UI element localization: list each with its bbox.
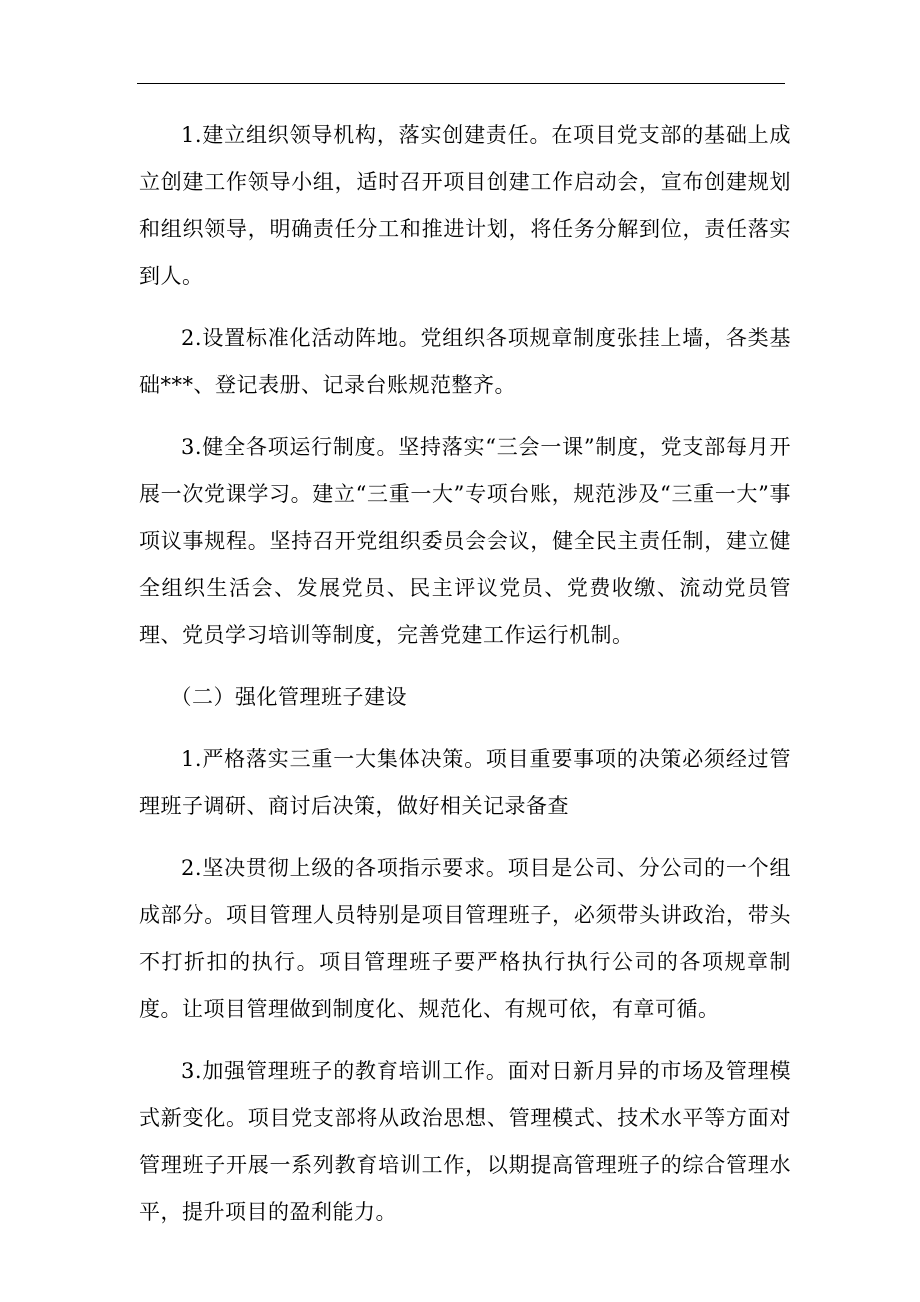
paragraph-training: 3.加强管理班子的教育培训工作。面对日新月异的市场及管理模式新变化。项目党支部将从政治思想、管理模式、技术水平等方面对管理班子开展一系列教育培训工作，以期提高管理班子的综合管理水平，提升项目的盈利能力。 (139, 1059, 791, 1224)
paragraph-implement-instructions: 2.坚决贯彻上级的各项指示要求。项目是公司、分公司的一个组成部分。项目管理人员特别是项目管理班子，必须带头讲政治，带头不打折扣的执行。项目管理班子要严格执行执行公司的各项规章制度。让项目管理做到制度化、规范化、有规可依，有章可循。 (139, 856, 791, 1021)
section-heading-management-team: （二）强化管理班子建设 (170, 685, 407, 709)
paragraph-establish-leadership: 1.建立组织领导机构，落实创建责任。在项目党支部的基础上成立创建工作领导小组，适时召开项目创建工作启动会，宣布创建规划和组织领导，明确责任分工和推进计划，将任务分解到位，责任落实到人。 (139, 123, 791, 288)
paragraph-activity-venue: 2.设置标准化活动阵地。党组织各项规章制度张挂上墙，各类基础***、登记表册、记录台账规范整齐。 (139, 326, 791, 397)
document-body (139, 112, 791, 1251)
paragraph-operating-systems: 3.健全各项运行制度。坚持落实“三会一课”制度，党支部每月开展一次党课学习。建立“三重一大”专项台账，规范涉及“三重一大”事项议事规程。坚持召开党组织委员会会议，健全民主责任制，建立健全组织生活会、发展党员、民主评议党员、党费收缴、流动党员管理、党员学习培训等制度，完善党建工作运行机制。 (139, 435, 791, 647)
paragraph-collective-decision: 1.严格落实三重一大集体决策。项目重要事项的决策必须经过管理班子调研、商讨后决策，做好相关记录备查 (139, 747, 791, 818)
header-rule (137, 83, 785, 84)
